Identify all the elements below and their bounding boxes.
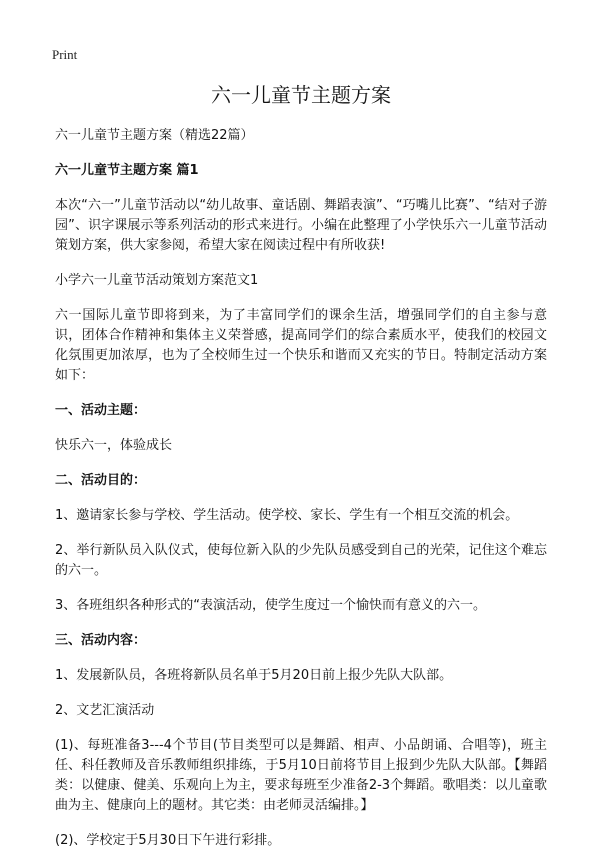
paragraph: 快乐六一，体验成长 [55,438,173,453]
paragraph: 六一儿童节主题方案（精选22篇） [55,128,254,143]
section-heading: 二、活动目的： [55,473,147,488]
paragraph: 3、各班组织各种形式的“表演活动，使学生度过一个愉快而有意义的六一。 [55,598,487,613]
paragraph-list [55,126,547,851]
paragraph: 六一国际儿童节即将到来，为了丰富同学们的课余生活，增强同学们的自主参与意识，团体合作精神和集体主义荣誉感，提高同学们的综合素质水平，使我们的校园文化氛围更加浓厚，也为了全校师生过一个快乐和谐而又充实的节日。特制定活动方案如下： [55,308,547,383]
paragraph: (1)、每班准备3---4个节目(节目类型可以是舞蹈、相声、小品朗诵、合唱等)，班主任、科任教师及音乐教师组织排练，于5月10日前将节目上报到少先队大队部。【舞蹈类：以健康、健美、乐观向上为主，要求每班至少准备2-3个舞蹈。歌唱类：以儿童歌曲为主、健康向上的题材。其它类：由老师灵活编排。】 [55,738,547,813]
document-body [55,82,547,866]
paragraph: 小学六一儿童节活动策划方案范文1 [55,273,259,288]
paragraph: 1、发展新队员，各班将新队员名单于5月20日前上报少先队大队部。 [55,668,453,683]
section-heading: 六一儿童节主题方案 篇1 [55,163,199,178]
paragraph: 2、举行新队员入队仪式，使每位新入队的少先队员感受到自己的光荣，记住这个难忘的六一。 [55,543,547,578]
section-heading: 一、活动主题： [55,403,147,418]
document-title: 六一儿童节主题方案 [211,83,391,107]
paragraph: (2)、学校定于5月30日下午进行彩排。 [55,833,281,848]
paragraph: 本次“六一”儿童节活动以“幼儿故事、童话剧、舞蹈表演”、“巧嘴儿比赛”、“结对子游园”、识字课展示等系列活动的形式来进行。小编在此整理了小学快乐六一儿童节活动策划方案，供大家参阅，希望大家在阅读过程中有所收获! [55,198,547,253]
paragraph: 1、邀请家长参与学校、学生活动。使学校、家长、学生有一个相互交流的机会。 [55,508,519,523]
print-link[interactable]: Print [52,47,78,62]
paragraph: 2、文艺汇演活动 [55,703,155,718]
section-heading: 三、活动内容： [55,633,147,648]
